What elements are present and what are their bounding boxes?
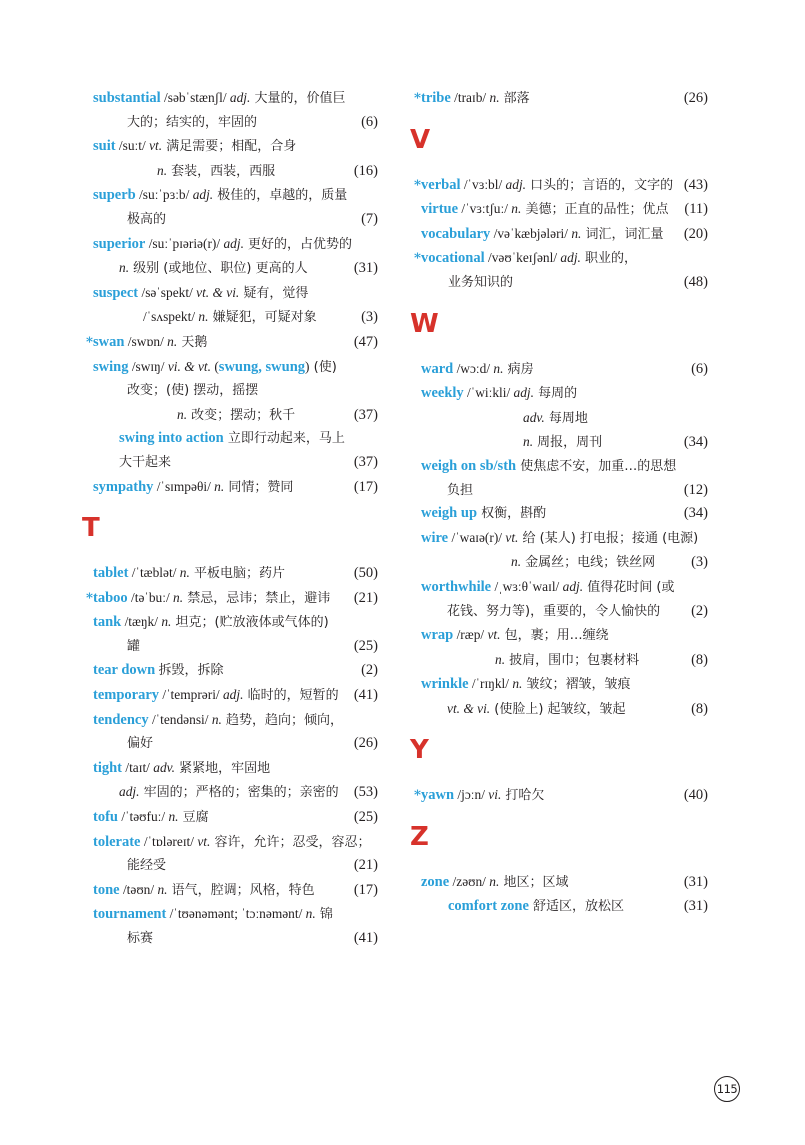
page-ref: (6) xyxy=(361,113,378,130)
definition-cont: 极高的 xyxy=(127,211,167,227)
section-letter-w: W xyxy=(410,308,439,339)
entry-tear-down xyxy=(86,658,378,683)
definition: 包，裹；用…缠绕 xyxy=(500,628,609,644)
entry-suspect xyxy=(86,281,378,330)
definition-cont: 罐 xyxy=(127,638,141,654)
entry-tone xyxy=(86,878,378,903)
page-ref: (12) xyxy=(683,481,708,498)
part-of-speech: n. xyxy=(571,225,582,241)
part-of-speech: n. xyxy=(511,201,522,217)
entry-verbal xyxy=(414,173,708,198)
part-of-speech: n. xyxy=(305,906,316,922)
phonetic: /təʊn/ xyxy=(119,881,158,897)
entry-weekly xyxy=(414,381,708,455)
definition: 打哈欠 xyxy=(501,788,545,804)
definition: 金属丝；电线；铁丝网 xyxy=(521,555,656,571)
page-ref: (11) xyxy=(684,201,708,218)
headword: taboo xyxy=(93,589,128,606)
headword: tendency xyxy=(93,711,149,728)
page-ref: (21) xyxy=(353,589,378,606)
page-ref: (7) xyxy=(361,210,378,227)
headword: wrap xyxy=(421,627,454,644)
entry-worthwhile xyxy=(414,575,708,623)
section-letter-t: T xyxy=(82,513,100,544)
definition: 口头的；言语的，文字的 xyxy=(526,177,674,193)
headword: sympathy xyxy=(93,478,154,495)
part-of-speech: n. xyxy=(493,360,504,376)
part-of-speech: adj. xyxy=(223,235,244,251)
definition: 病房 xyxy=(503,361,534,377)
definition: 披肩，围巾；包裹材料 xyxy=(505,652,640,668)
entry-tablet xyxy=(86,561,378,586)
headword: tournament xyxy=(93,906,167,923)
headword: yawn xyxy=(421,787,455,804)
definition: 地区；区域 xyxy=(499,875,569,891)
definition: 周报，周刊 xyxy=(533,435,603,451)
entry-weigh-on xyxy=(414,455,708,502)
phonetic: /təˈbuː/ xyxy=(127,589,174,605)
headword: tofu xyxy=(93,809,118,826)
part-of-speech: adj. xyxy=(513,385,534,401)
definition: 疑有，觉得 xyxy=(239,285,309,301)
definition: 极佳的，卓越的，质量 xyxy=(213,188,348,204)
page-ref: (21) xyxy=(353,857,378,874)
definition: 满足需要；相配，合身 xyxy=(162,139,297,155)
phonetic: /traɪb/ xyxy=(450,90,490,105)
definition: 同情；赞同 xyxy=(224,479,294,495)
left-column xyxy=(82,86,378,951)
entry-tank xyxy=(86,610,378,658)
definition: 部落 xyxy=(499,91,530,106)
phonetic: /səˈspekt/ xyxy=(138,284,197,300)
phonetic: /suːˈpɪəriə(r)/ xyxy=(145,235,224,251)
entry-tendency xyxy=(86,708,378,756)
section-letter-v: V xyxy=(410,124,431,155)
entry-superb xyxy=(86,183,378,231)
part-of-speech: adj. xyxy=(192,187,214,203)
definition-cont: 业务知识的 xyxy=(448,274,514,290)
part-of-speech: vi. & vt. xyxy=(167,358,211,374)
star-marker: * xyxy=(414,250,422,267)
definition-cont: 改变；(使) 摆动，摇摆 xyxy=(127,383,259,399)
phonetic: /ˈtæblət/ xyxy=(128,565,180,581)
definition: 舒适区，放松区 xyxy=(528,898,625,914)
page-ref: (6) xyxy=(691,360,708,377)
page-number: 115 xyxy=(714,1076,740,1102)
page-ref: (41) xyxy=(353,687,378,704)
page-ref: (20) xyxy=(683,225,708,242)
phonetic: /ˌwɜːθˈwaɪl/ xyxy=(491,578,563,594)
page-ref: (48) xyxy=(683,273,708,290)
definition: 牢固的；严格的；密集的；亲密的 xyxy=(139,785,339,801)
phonetic: /ˈtəʊfuː/ xyxy=(117,809,169,825)
star-marker: * xyxy=(86,333,94,350)
page-ref: (31) xyxy=(353,260,378,277)
phonetic: /ˈvɜːtʃuː/ xyxy=(458,201,512,217)
headword: worthwhile xyxy=(421,578,492,595)
headword: temporary xyxy=(93,687,160,704)
page-ref: (3) xyxy=(691,554,708,571)
page-ref: (37) xyxy=(353,406,378,423)
part-of-speech: adj. xyxy=(222,687,244,703)
headword: tone xyxy=(93,881,120,898)
definition: (使) xyxy=(309,359,337,375)
page-ref: (43) xyxy=(683,176,708,193)
part-of-speech: n. xyxy=(167,333,178,349)
page-ref: (40) xyxy=(683,787,708,804)
phonetic: /səbˈstænʃl/ xyxy=(160,90,230,105)
part-of-speech: vt. xyxy=(197,833,211,849)
definition: 美德；正直的品性；优点 xyxy=(521,202,669,218)
definition-cont: 花钱、努力等)，重要的，令人愉快的 xyxy=(447,603,661,619)
part-of-speech: vt. & vi. xyxy=(447,700,491,716)
page-ref: (31) xyxy=(683,874,708,891)
page-ref: (25) xyxy=(353,637,378,654)
part-of-speech: vt. xyxy=(505,529,519,545)
phonetic: /vəˈkæbjələri/ xyxy=(490,225,572,241)
headword: wire xyxy=(421,529,449,546)
entry-sympathy xyxy=(86,475,378,500)
definition: 锦 xyxy=(315,907,333,923)
entry-comfort-zone xyxy=(414,895,708,919)
entry-tournament xyxy=(86,902,378,950)
phonetic: /suːt/ xyxy=(115,138,150,154)
part-of-speech: n. xyxy=(198,309,209,325)
phonetic: /ˈtʊənəmənt; ˈtɔːnəmənt/ xyxy=(166,906,306,922)
headword: tight xyxy=(93,759,122,776)
phonetic: /taɪt/ xyxy=(122,759,154,775)
definition-cont: 能经受 xyxy=(127,858,167,874)
page-ref: (26) xyxy=(683,90,708,106)
definition: 紧紧地，牢固地 xyxy=(174,760,271,776)
phonetic: /swɪŋ/ xyxy=(128,358,168,374)
page-ref: (8) xyxy=(691,700,708,717)
headword: weekly xyxy=(421,385,464,402)
part-of-speech: n. xyxy=(512,676,523,692)
headword: tank xyxy=(93,614,122,631)
part-of-speech: vt. xyxy=(149,138,163,154)
definition: 每周地 xyxy=(544,410,588,426)
headword: vocational xyxy=(421,250,485,267)
page-ref: (8) xyxy=(691,651,708,668)
entry-tofu xyxy=(86,805,378,830)
phonetic: /wɔːd/ xyxy=(453,360,494,376)
definition: 权衡，斟酌 xyxy=(477,506,547,522)
page-ref: (47) xyxy=(353,333,378,350)
headword: ward xyxy=(421,360,454,377)
definition: (使脸上) 起皱纹，皱起 xyxy=(490,701,626,717)
page-ref: (50) xyxy=(353,565,378,582)
phonetic: /zəʊn/ xyxy=(449,874,490,890)
phrase: tear down xyxy=(93,662,156,679)
page-ref: (37) xyxy=(353,453,378,470)
headword: vocabulary xyxy=(421,225,491,242)
definition: 趋势，趋向；倾向， xyxy=(221,712,344,728)
definition-cont: 偏好 xyxy=(127,736,154,752)
entry-temporary xyxy=(86,683,378,708)
part-of-speech: n. xyxy=(168,809,179,825)
headword: swan xyxy=(93,333,125,350)
definition: 职业的， xyxy=(580,251,638,267)
definition: 大量的，价值巨 xyxy=(250,91,346,106)
phonetic: /ˈsɪmpəθi/ xyxy=(153,478,215,494)
definition: 每周的 xyxy=(534,386,578,402)
entry-ward xyxy=(414,357,708,382)
entry-tribe xyxy=(414,86,708,111)
definition: 更好的，占优势的 xyxy=(243,236,353,252)
entry-vocabulary xyxy=(414,222,708,247)
headword: superb xyxy=(93,187,136,204)
page-ref: (53) xyxy=(353,784,378,801)
part-of-speech: adj. xyxy=(560,250,581,266)
entry-weigh-up xyxy=(414,502,708,526)
phonetic: /ˈtemprəri/ xyxy=(159,687,223,703)
part-of-speech: vt. xyxy=(487,627,501,643)
star-marker: * xyxy=(414,787,422,804)
definition: 天鹅 xyxy=(177,334,208,350)
phrase: weigh on sb/sth xyxy=(421,457,517,474)
definition: 坦克；(贮放液体或气体的) xyxy=(171,615,329,631)
phrase: swing into action xyxy=(119,430,224,447)
headword: substantial xyxy=(93,90,161,106)
part-of-speech: adv. xyxy=(153,759,175,775)
headword: tolerate xyxy=(93,833,141,850)
definition: 容许，允许；忍受，容忍； xyxy=(210,834,371,850)
page-ref: (2) xyxy=(691,602,708,619)
star-marker: * xyxy=(414,176,422,193)
page-ref: (25) xyxy=(353,809,378,826)
phonetic: /ˈrɪŋkl/ xyxy=(468,676,513,692)
entry-wrinkle xyxy=(414,672,708,721)
phonetic: /vəʊˈkeɪʃənl/ xyxy=(484,250,561,266)
part-of-speech: n. xyxy=(157,162,168,178)
phonetic: /ˈtendənsi/ xyxy=(148,711,212,727)
entry-superior xyxy=(86,232,378,281)
definition: 禁忌，忌讳；禁止，避讳 xyxy=(183,590,331,606)
definition: 皱纹；褶皱，皱痕 xyxy=(522,677,631,693)
definition: 改变；摆动；秋千 xyxy=(187,407,296,423)
definition: 级别 (或地位、职位) 更高的人 xyxy=(129,261,308,277)
phonetic: /ræp/ xyxy=(453,627,488,643)
phonetic: /jɔːn/ xyxy=(454,787,489,803)
entry-swing: swing /swɪŋ/ vi. & vt. (swung, swung) (使) 改变；(使) 摆动，摇摆 n. 改变；摆动；秋千 (37) xyxy=(86,355,378,428)
definition: 嫌疑犯，可疑对象 xyxy=(208,310,317,326)
entry-wire xyxy=(414,526,708,575)
definition: 语气，腔调；风格，特色 xyxy=(167,882,315,898)
headword: virtue xyxy=(421,201,459,218)
definition-cont: 负担 xyxy=(447,482,474,498)
definition: 立即行动起来，马上 xyxy=(223,431,345,447)
headword: suspect xyxy=(93,284,139,301)
headword: tablet xyxy=(93,565,129,582)
headword: swing xyxy=(93,358,129,375)
phonetic: /ˈsʌspekt/ xyxy=(143,309,199,325)
part-of-speech: n. xyxy=(214,478,225,494)
entry-virtue xyxy=(414,197,708,222)
definition: 拆毁，拆除 xyxy=(158,663,224,679)
part-of-speech: n. xyxy=(161,614,172,630)
entry-yawn xyxy=(414,783,708,808)
definition-cont: 大干起来 xyxy=(119,454,172,470)
part-of-speech: n. xyxy=(119,260,130,276)
page-ref: (17) xyxy=(353,881,378,898)
page-ref: (16) xyxy=(353,162,378,179)
phonetic: /ˈvɜːbl/ xyxy=(460,176,506,192)
phonetic: /swɒn/ xyxy=(124,333,168,349)
headword: suit xyxy=(93,138,116,155)
definition: 平板电脑；药片 xyxy=(189,566,285,582)
definition: 临时的，短暂的 xyxy=(243,688,339,704)
headword: tribe xyxy=(421,90,451,106)
star-marker: * xyxy=(414,90,422,106)
phonetic: /suːˈpɜːb/ xyxy=(135,187,193,203)
entry-vocational xyxy=(414,246,708,294)
part-of-speech: n. xyxy=(511,554,522,570)
entry-wrap xyxy=(414,623,708,672)
definition: 套装，西装，西服 xyxy=(167,163,276,179)
part-of-speech: adv. xyxy=(523,409,545,425)
entry-swing-into-action xyxy=(86,427,378,474)
page-ref: (17) xyxy=(353,478,378,495)
section-letter-y: Y xyxy=(410,735,429,766)
part-of-speech: n. xyxy=(179,565,190,581)
page-ref: (34) xyxy=(683,505,708,522)
part-of-speech: n. xyxy=(157,881,168,897)
definition: 词汇，词汇量 xyxy=(581,226,664,242)
phrase: weigh up xyxy=(421,505,478,522)
phonetic: /tæŋk/ xyxy=(121,614,162,630)
part-of-speech: n. xyxy=(489,874,500,890)
part-of-speech: n. xyxy=(177,406,188,422)
definition: 使焦虑不安，加重…的思想 xyxy=(516,458,677,474)
phonetic: /ˈwaɪə(r)/ xyxy=(448,529,506,545)
definition-cont: 大的；结实的，牢固的 xyxy=(127,114,258,130)
part-of-speech: n. xyxy=(489,90,500,105)
definition: 给 (某人) 打电报；接通 (电源) xyxy=(518,530,699,546)
page-ref: (3) xyxy=(361,309,378,326)
headword: wrinkle xyxy=(421,676,469,693)
headword: verbal xyxy=(421,176,461,193)
part-of-speech: adj. xyxy=(562,578,584,594)
entry-suit xyxy=(86,134,378,183)
page-ref: (26) xyxy=(353,735,378,752)
part-of-speech: n. xyxy=(495,651,506,667)
part-of-speech: adj. xyxy=(119,784,140,800)
page-ref: (2) xyxy=(361,662,378,679)
right-column xyxy=(410,86,708,918)
entry-tight xyxy=(86,756,378,805)
entry-tolerate xyxy=(86,830,378,878)
entry-taboo xyxy=(86,586,378,611)
page-ref: (31) xyxy=(683,897,708,914)
entry-substantial xyxy=(86,86,378,134)
part-of-speech: vi. xyxy=(488,787,502,803)
headword: zone xyxy=(421,874,450,891)
part-of-speech: vt. & vi. xyxy=(196,284,240,300)
part-of-speech: adj. xyxy=(229,90,251,105)
part-of-speech: n. xyxy=(173,589,184,605)
headword: superior xyxy=(93,235,146,252)
star-marker: * xyxy=(86,589,94,606)
section-letter-z: Z xyxy=(410,822,429,853)
definition-cont: 标赛 xyxy=(127,931,154,946)
phonetic: /ˈtɒləreɪt/ xyxy=(140,833,198,849)
page-ref: (34) xyxy=(683,434,708,451)
part-of-speech: n. xyxy=(523,434,534,450)
phonetic: /ˈwiːkli/ xyxy=(463,385,514,401)
entry-swan xyxy=(86,330,378,355)
part-of-speech: n. xyxy=(211,711,222,727)
definition: 值得花时间 (或 xyxy=(583,579,675,595)
page-ref: (41) xyxy=(353,930,378,946)
definition: 豆腐 xyxy=(178,810,209,826)
verb-forms: swung, swung xyxy=(218,358,306,375)
entry-zone xyxy=(414,870,708,895)
part-of-speech: adj. xyxy=(505,176,527,192)
phrase: comfort zone xyxy=(448,897,529,914)
